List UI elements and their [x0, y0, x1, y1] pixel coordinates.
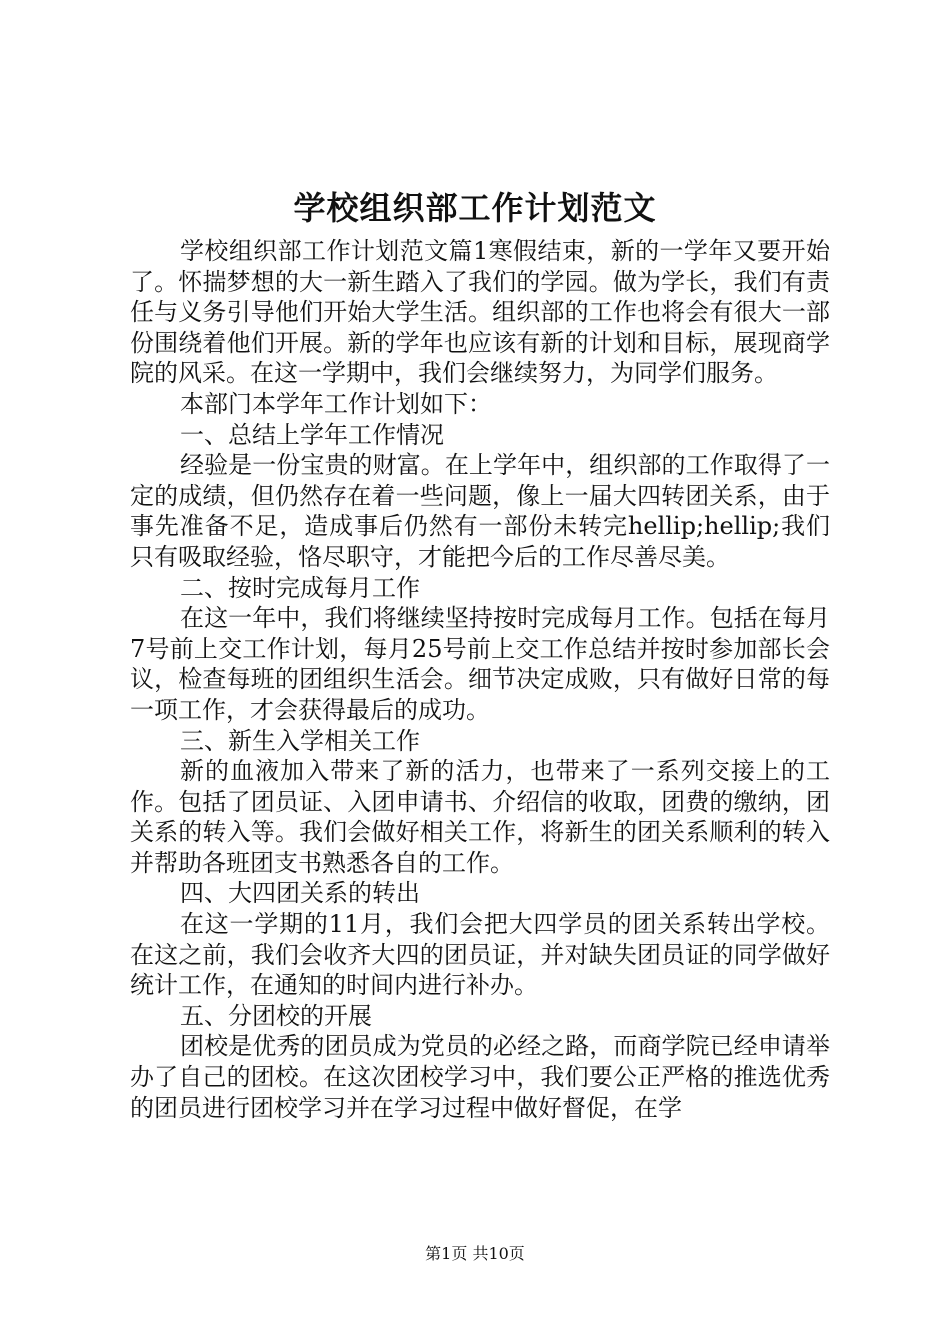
paragraph-section-2: 在这一年中，我们将继续坚持按时完成每月工作。包括在每月7号前上交工作计划，每月25号前上交工作总结并按时参加部长会议，检查每班的团组织生活会。细节决定成败，只有做好日常的每一项工作，才会获得最后的成功。: [130, 604, 830, 724]
paragraph-intro: 学校组织部工作计划范文篇1寒假结束，新的一学年又要开始了。怀揣梦想的大一新生踏入了我们的学园。做为学长，我们有责任与义务引导他们开始大学生活。组织部的工作也将会有很大一部份围绕着他们开展。新的学年也应该有新的计划和目标，展现商学院的风采。在这一学期中，我们会继续努力，为同学们服务。: [130, 237, 830, 388]
document-body: [130, 236, 830, 1123]
section-heading-5: 五、分团校的开展: [180, 1001, 372, 1030]
paragraph-section-5: 团校是优秀的团员成为党员的必经之路，而商学院已经申请举办了自己的团校。在这次团校学习中，我们要公正严格的推选优秀的团员进行团校学习并在学习过程中做好督促，在学: [130, 1032, 830, 1122]
document-title: 学校组织部工作计划范文: [293, 189, 657, 227]
section-heading-4: 四、大四团关系的转出: [180, 879, 420, 908]
page-footer: 第1页 共10页: [425, 1244, 525, 1263]
paragraph-section-3: 新的血液加入带来了新的活力，也带来了一系列交接上的工作。包括了团员证、入团申请书、介绍信的收取，团费的缴纳，团关系的转入等。我们会做好相关工作，将新生的团关系顺利的转入并帮助各班团支书熟悉各自的工作。: [130, 757, 830, 877]
paragraph-section-4: 在这一学期的11月，我们会把大四学员的团关系转出学校。在这之前，我们会收齐大四的团员证，并对缺失团员证的同学做好统计工作，在通知的时间内进行补办。: [130, 910, 830, 1000]
section-heading-1: 一、总结上学年工作情况: [180, 420, 444, 449]
paragraph-section-1: 经验是一份宝贵的财富。在上学年中，组织部的工作取得了一定的成绩，但仍然存在着一些问题，像上一届大四转团关系，由于事先准备不足，造成事后仍然有一部份未转完hellip;hellip;我们只有吸取经验，恪尽职守，才能把今后的工作尽善尽美。: [130, 451, 830, 571]
section-heading-3: 三、新生入学相关工作: [180, 726, 420, 755]
section-heading-2: 二、按时完成每月工作: [180, 573, 420, 602]
paragraph-plan-intro: 本部门本学年工作计划如下：: [180, 389, 492, 418]
